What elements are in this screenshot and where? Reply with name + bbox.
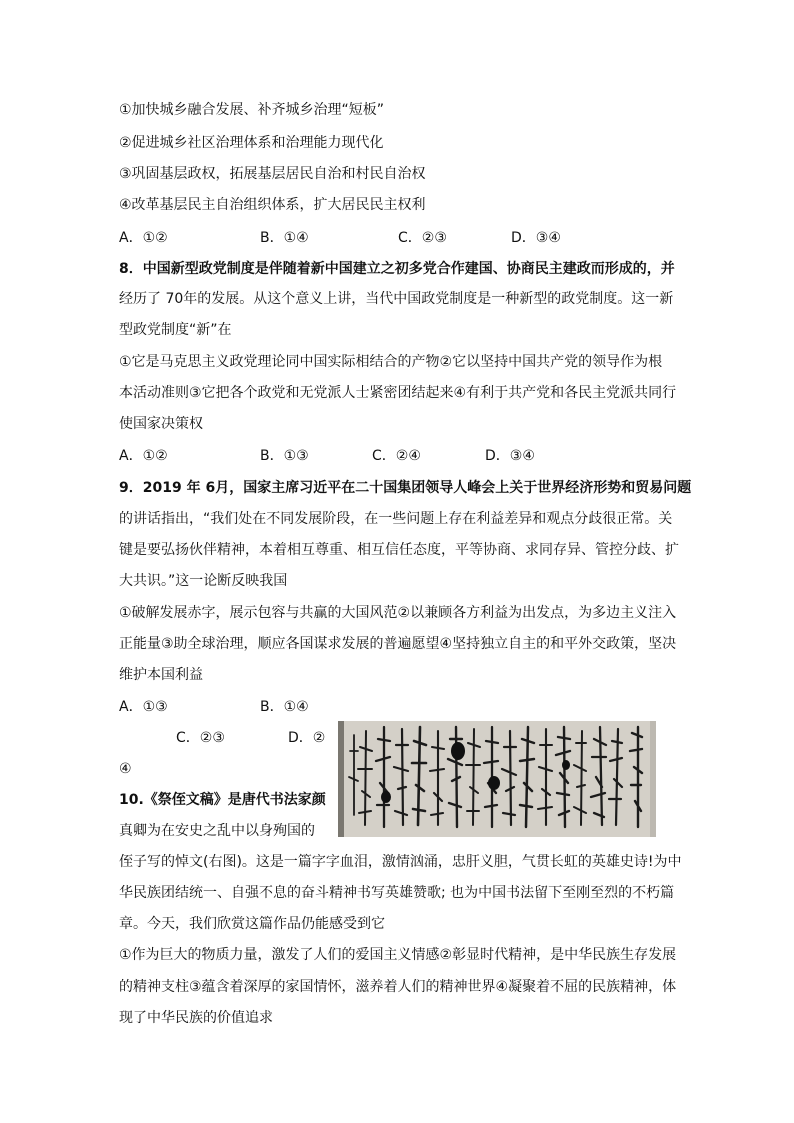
q8-option-b[interactable]: B．①③: [260, 448, 309, 464]
q7-item-1: ①加快城乡融合发展、补齐城乡治理“短板”: [119, 102, 385, 118]
q10-item-1: ①作为巨大的物质力量，激发了人们的爱国主义情感②彰显时代精神，是中华民族生存发展: [119, 947, 677, 963]
q8-option-d[interactable]: D．③④: [485, 448, 535, 464]
q7-option-d[interactable]: D．③④: [511, 230, 561, 246]
q8-option-a[interactable]: A．①②: [119, 448, 168, 464]
q9-item-3: 维护本国利益: [119, 667, 203, 683]
q10-stem-wrapped-2: 真卿为在安史之乱中以身殉国的: [119, 823, 315, 839]
q7-option-b[interactable]: B．①④: [260, 230, 309, 246]
q7-item-3: ③巩固基层政权，拓展基层居民自治和村民自治权: [119, 166, 426, 182]
q10-stem-wrapped-1: 10.《祭侄文稿》是唐代书法家颜: [119, 792, 326, 808]
q9-stem-1: 9．2019 年 6月，国家主席习近平在二十国集团领导人峰会上关于世界经济形势和贸易问题: [119, 480, 692, 496]
q9-item-1: ①破解发展赤字，展示包容与共赢的大国风范②以兼顾各方利益为出发点，为多边主义注入: [119, 605, 677, 621]
q8-option-c[interactable]: C．②④: [372, 448, 421, 464]
q9-option-c[interactable]: C．②③: [176, 730, 225, 746]
q9-option-a[interactable]: A．①③: [119, 699, 168, 715]
q7-option-c[interactable]: C．②③: [398, 230, 447, 246]
q9-option-d-wrap: ④: [119, 761, 132, 777]
q9-item-2: 正能量③助全球治理，顺应各国谋求发展的普遍愿望④坚持独立自主的和平外交政策，坚决: [119, 636, 677, 652]
q9-stem-3: 键是要弘扬伙伴精神，本着相互尊重、相互信任态度，平等协商、求同存异、管控分歧、扩: [119, 542, 679, 558]
q8-stem-2: 经历了 70年的发展。从这个意义上讲，当代中国政党制度是一种新型的政党制度。这一新: [119, 291, 674, 307]
q9-option-d[interactable]: D．②: [288, 730, 326, 746]
q8-item-2: 本活动准则③它把各个政党和无党派人士紧密团结起来④有利于共产党和各民主党派共同行: [119, 385, 677, 401]
q9-stem-2: 的讲话指出，“我们处在不同发展阶段，在一些问题上存在利益差异和观点分歧很正常。关: [119, 511, 673, 527]
q9-stem-4: 大共识。”这一论断反映我国: [119, 573, 288, 589]
q10-stem-2: 华民族团结统一、自强不息的奋斗精神书写英雄赞歌; 也为中国书法留下至刚至烈的不朽篇: [119, 885, 675, 901]
q8-stem-3: 型政党制度“新”在: [119, 322, 232, 338]
q8-item-3: 使国家决策权: [119, 416, 203, 432]
q10-stem-1: 侄子写的悼文(右图)。这是一篇字字血泪，激情汹涌，忠肝义胆，气贯长虹的英雄史诗!为中: [119, 854, 682, 870]
q8-stem-1: 8．中国新型政党制度是伴随着新中国建立之初多党合作建国、协商民主建政而形成的，并: [119, 261, 675, 277]
q9-option-b[interactable]: B．①④: [260, 699, 309, 715]
q8-item-1: ①它是马克思主义政党理论同中国实际相结合的产物②它以坚持中国共产党的领导作为根: [119, 354, 663, 370]
q7-item-4: ④改革基层民主自治组织体系，扩大居民民主权利: [119, 197, 426, 213]
q10-item-3: 现了中华民族的价值追求: [119, 1010, 273, 1026]
q10-item-2: 的精神支柱③蕴含着深厚的家国情怀，滋养着人们的精神世界④凝聚着不屈的民族精神，体: [119, 979, 677, 995]
q7-item-2: ②促进城乡社区治理体系和治理能力现代化: [119, 135, 384, 151]
calligraphy-image: [338, 721, 656, 837]
q10-stem-3: 章。今天，我们欣赏这篇作品仍能感受到它: [119, 916, 385, 932]
q7-option-a[interactable]: A．①②: [119, 230, 168, 246]
